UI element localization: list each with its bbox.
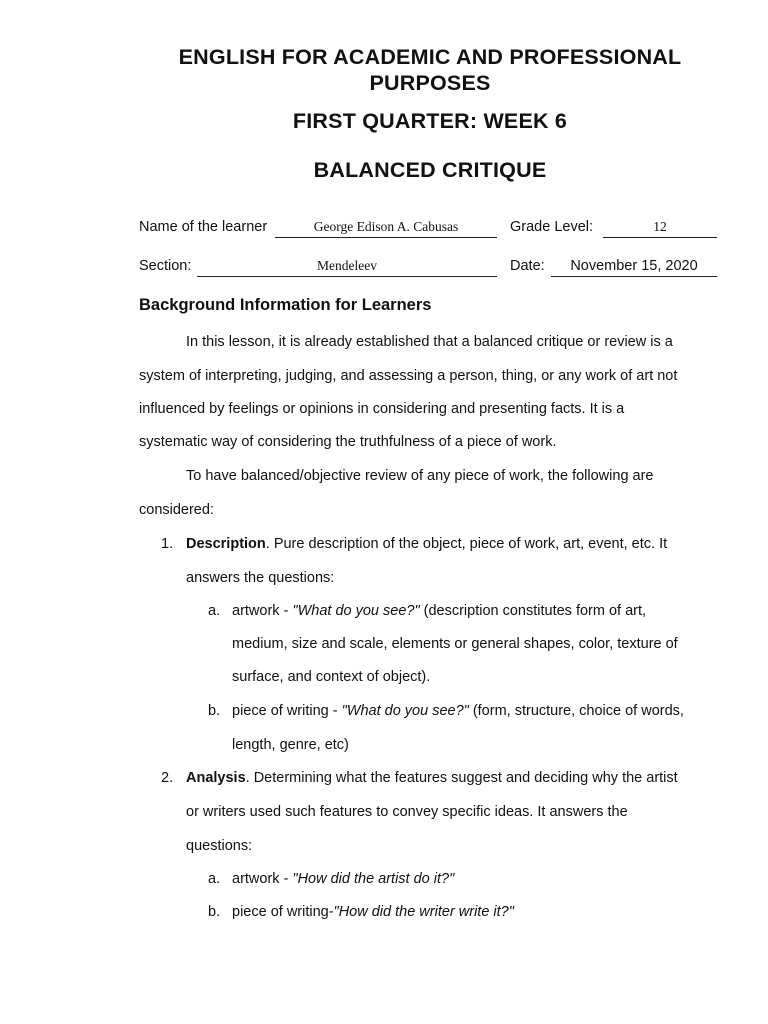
paragraph-1-line-2: system of interpreting, judging, and assessing a person, thing, or any work of art not — [139, 368, 678, 384]
name-label: Name of the learner — [139, 219, 268, 235]
list-item-2b-line-1 — [232, 902, 514, 922]
list-item-1b-letter: b. — [208, 703, 221, 719]
paragraph-2-line-2: considered: — [139, 502, 214, 518]
paragraph-2-line-1: To have balanced/objective review of any piece of work, the following are — [186, 468, 654, 484]
list-item-1a-letter: a. — [208, 603, 221, 619]
sub-item-prefix: piece of writing- — [232, 904, 334, 920]
list-item-2-line-3: questions: — [186, 838, 253, 854]
section-heading: Background Information for Learners — [139, 296, 432, 314]
analysis-term: Analysis — [186, 770, 246, 786]
sub-item-question: "What do you see?" — [341, 703, 469, 719]
grade-field: 12 — [603, 219, 717, 238]
list-item-2-line-2: or writers used such features to convey specific ideas. It answers the — [186, 804, 628, 820]
list-item-1-text: . Pure description of the object, piece of work, art, event, etc. It — [265, 536, 668, 552]
list-item-2b-letter: b. — [208, 904, 221, 920]
list-item-2-line-1 — [186, 768, 678, 788]
name-field: George Edison A. Cabusas — [275, 219, 497, 238]
section-field: Mendeleev — [197, 258, 497, 277]
list-item-1-number: 1. — [161, 536, 174, 552]
grade-label: Grade Level: — [510, 219, 594, 235]
sub-item-prefix: artwork - — [232, 603, 293, 619]
quarter-heading: FIRST QUARTER: WEEK 6 — [292, 109, 568, 133]
paragraph-1-line-3: influenced by feelings or opinions in considering and presenting facts. It is a — [139, 401, 625, 417]
title-line-1: ENGLISH FOR ACADEMIC AND PROFESSIONAL — [178, 45, 682, 69]
section-label: Section: — [139, 258, 192, 274]
list-item-1-line-2: answers the questions: — [186, 570, 335, 586]
list-item-2a-letter: a. — [208, 871, 221, 887]
sub-item-rest: (description constitutes form of art, — [419, 603, 647, 619]
date-field: November 15, 2020 — [551, 258, 717, 277]
paragraph-1-line-4: systematic way of considering the truthfulness of a piece of work. — [139, 434, 557, 450]
list-item-1-line-1 — [186, 534, 667, 554]
title-line-2: PURPOSES — [369, 71, 491, 95]
topic-heading: BALANCED CRITIQUE — [313, 158, 547, 182]
list-item-2a-line-1 — [232, 869, 454, 889]
sub-item-question: "How did the artist do it?" — [292, 871, 455, 887]
list-item-1a-line-3: surface, and context of object). — [232, 669, 431, 685]
list-item-2-number: 2. — [161, 770, 174, 786]
paragraph-1-line-1: In this lesson, it is already established that a balanced critique or review is a — [186, 334, 673, 350]
description-term: Description — [186, 536, 266, 552]
sub-item-rest: (form, structure, choice of words, — [468, 703, 684, 719]
list-item-1b-line-1 — [232, 701, 684, 721]
list-item-2-text: . Determining what the features suggest and deciding why the artist — [245, 770, 678, 786]
sub-item-prefix: artwork - — [232, 871, 293, 887]
list-item-1a-line-1 — [232, 601, 646, 621]
sub-item-question: "What do you see?" — [292, 603, 420, 619]
list-item-1b-line-2: length, genre, etc) — [232, 737, 349, 753]
document-title — [120, 44, 740, 96]
date-label: Date: — [510, 258, 545, 274]
list-item-1a-line-2: medium, size and scale, elements or general shapes, color, texture of — [232, 636, 678, 652]
sub-item-question: "How did the writer write it?" — [333, 904, 514, 920]
sub-item-prefix: piece of writing - — [232, 703, 342, 719]
